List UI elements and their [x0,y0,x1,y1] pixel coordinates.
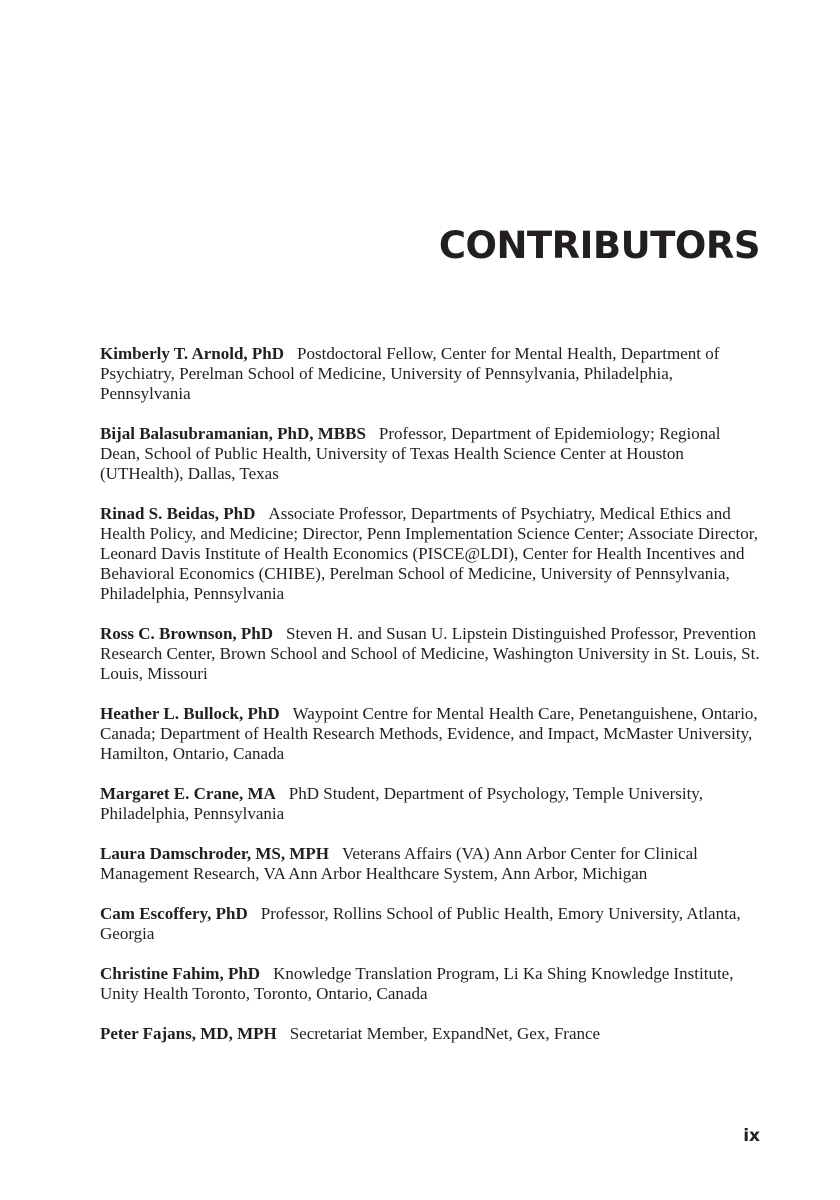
contributor-entry [100,704,760,764]
contributor-affiliation: Professor, Rollins School of Public Health, Emory University, Atlanta, Georgia [100,904,741,943]
contributor-affiliation: Secretariat Member, ExpandNet, Gex, France [289,1024,601,1043]
contributor-entry [100,964,760,1004]
contributor-name: Peter Fajans, MD, MPH [100,1024,277,1043]
page-title: CONTRIBUTORS [438,224,760,267]
contributor-name: Rinad S. Beidas, PhD [100,504,256,523]
contributor-affiliation: Steven H. and Susan U. Lipstein Distinguished Professor, Prevention Research Center, Brown School and School of Medicine, Washington University in St. Louis, St. Louis, Missouri [100,624,760,683]
page-number: ix [743,1126,760,1146]
contributor-affiliation: Veterans Affairs (VA) Ann Arbor Center for Clinical Management Research, VA Ann Arbor Healthcare System, Ann Arbor, Michigan [100,844,698,883]
contributor-affiliation: Professor, Department of Epidemiology; Regional Dean, School of Public Health, University of Texas Health Science Center at Houston (UTHealth), Dallas, Texas [100,424,721,483]
contributor-entry [100,424,760,484]
contributor-entry [100,844,760,884]
contributor-name: Bijal Balasubramanian, PhD, MBBS [100,424,366,443]
contributor-entry [100,904,760,944]
contributor-name: Kimberly T. Arnold, PhD [100,344,285,363]
contributor-name: Christine Fahim, PhD [100,964,261,983]
contributor-name: Heather L. Bullock, PhD [100,704,280,723]
contributor-list [100,344,760,1064]
contributor-name: Laura Damschroder, MS, MPH [100,844,330,863]
contributor-name: Cam Escoffery, PhD [100,904,248,923]
contributor-name: Ross C. Brownson, PhD [100,624,274,643]
contributor-affiliation: Knowledge Translation Program, Li Ka Shing Knowledge Institute, Unity Health Toronto, Toronto, Ontario, Canada [100,964,734,1003]
contributor-affiliation: Associate Professor, Departments of Psychiatry, Medical Ethics and Health Policy, and Medicine; Director, Penn Implementation Science Center; Associate Director, Leonard Davis Institute of Health Economics (PISCE@LDI), Center for Health Incentives and Behavioral Economics (CHIBE), Perelman School of Medicine, University of Pennsylvania, Philadelphia, Pennsylvania [100,504,758,603]
contributor-affiliation: Postdoctoral Fellow, Center for Mental Health, Department of Psychiatry, Perelman School of Medicine, University of Pennsylvania, Philadelphia, Pennsylvania [100,344,720,403]
contributor-entry [100,344,760,404]
contributor-entry [100,504,760,604]
contributor-affiliation: Waypoint Centre for Mental Health Care, Penetanguishene, Ontario, Canada; Department of Health Research Methods, Evidence, and Impact, McMaster University, Hamilton, Ontario, Canada [100,704,758,763]
contributor-affiliation: PhD Student, Department of Psychology, Temple University, Philadelphia, Pennsylvania [100,784,703,823]
contributor-entry [100,624,760,684]
contributor-entry [100,1024,760,1044]
contributor-entry [100,784,760,824]
contributor-name: Margaret E. Crane, MA [100,784,276,803]
